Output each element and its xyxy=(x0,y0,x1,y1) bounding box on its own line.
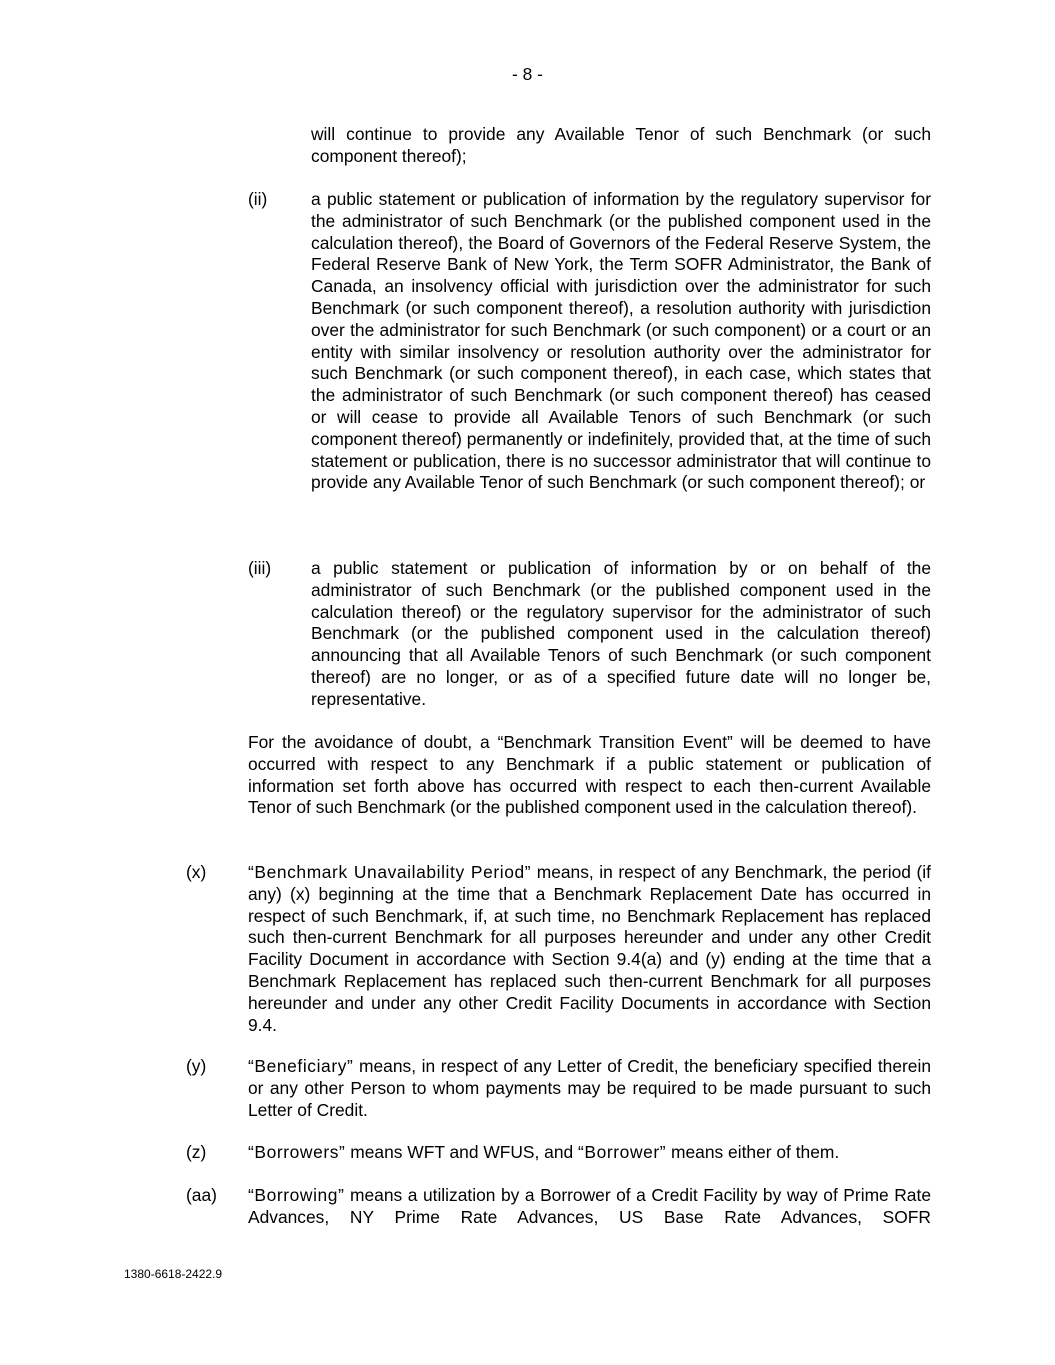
definition-label-aa: (aa) xyxy=(186,1185,217,1205)
definition-body: means, in respect of any Benchmark, the period (if any) (x) beginning at the time that a Benchmark Replacement Date has occurred in respect of such Benchmark, if, at such time, no Benchmark Replacement has replaced such then-current Benchmark for all purposes hereunder and under any other Credit Facility Document in accordance with Section 9.4(a) and (y) ending at the time that a Benchmark Replacement has replaced such then-current Benchmark for all purposes hereunder and under any other Credit Facility Documents in accordance with Section 9.4. xyxy=(248,862,931,1035)
subitem-label-ii: (ii) xyxy=(248,189,268,209)
defined-term: “Beneficiary” xyxy=(248,1056,354,1076)
definition-body: means a utilization by a Borrower of a Credit Facility by way of Prime Rate Advances, NY Prime Rate Advances, US Base Rate Advances, SOFR xyxy=(248,1185,931,1227)
definition-label-z: (z) xyxy=(186,1142,207,1162)
definition-borrowing xyxy=(248,1185,931,1229)
subitem-text-iii: a public statement or publication of information by or on behalf of the administrator of such Benchmark (or the published component used in the calculation thereof) or the regulatory supervisor for the administrator of such Benchmark (or the published component used in the calculation thereof) announcing that all Available Tenors of such Benchmark (or such component thereof) are no longer, or as of a specified future date will no longer be, representative. xyxy=(311,558,931,709)
subitem-label-iii: (iii) xyxy=(248,558,272,578)
defined-term: “Borrower” xyxy=(578,1142,667,1162)
definition-body: means WFT and WFUS, and xyxy=(345,1142,579,1162)
defined-term: “Benchmark Unavailability Period” xyxy=(248,862,532,882)
definition-label-y: (y) xyxy=(186,1056,207,1076)
definition-body: means, in respect of any Letter of Credit, the beneficiary specified therein or any other Person to whom payments may be required to be made pursuant to such Letter of Credit. xyxy=(248,1056,931,1120)
definition-beneficiary xyxy=(248,1056,931,1121)
defined-term: “Borrowers” xyxy=(248,1142,346,1162)
page-number: - 8 - xyxy=(512,64,543,84)
avoidance-paragraph: For the avoidance of doubt, a “Benchmark Transition Event” will be deemed to have occurred with respect to any Benchmark if a public statement or publication of information set forth above has occurred with respect to each then-current Available Tenor of such Benchmark (or the published component used in the calculation thereof). xyxy=(248,732,931,818)
document-code: 1380-6618-2422.9 xyxy=(124,1267,223,1281)
continuation-paragraph: will continue to provide any Available Tenor of such Benchmark (or such component thereof); xyxy=(311,124,931,166)
subitem-text-ii: a public statement or publication of information by the regulatory supervisor for the administrator of such Benchmark (or the published component used in the calculation thereof), the Board of Governors of the Federal Reserve System, the Federal Reserve Bank of New York, the Term SOFR Administrator, the Bank of Canada, an insolvency official with jurisdiction over the administrator for such Benchmark (or such component thereof), a resolution authority with jurisdiction over the administrator for such Benchmark (or such component) or a court or an entity with similar insolvency or resolution authority over the administrator for such Benchmark (or such component thereof), in each case, which states that the administrator of such Benchmark (or such component thereof) has ceased or will cease to provide all Available Tenors of such Benchmark (or such component thereof) permanently or indefinitely, provided that, at the time of such statement or publication, there is no successor administrator that will continue to provide any Available Tenor of such Benchmark (or such component thereof); or xyxy=(311,189,931,493)
definition-body: means either of them. xyxy=(666,1142,840,1162)
definition-label-x: (x) xyxy=(186,862,207,882)
defined-term: “Borrowing” xyxy=(248,1185,345,1205)
definition-benchmark-unavailability-period xyxy=(248,862,931,1036)
definition-borrowers xyxy=(248,1142,931,1164)
